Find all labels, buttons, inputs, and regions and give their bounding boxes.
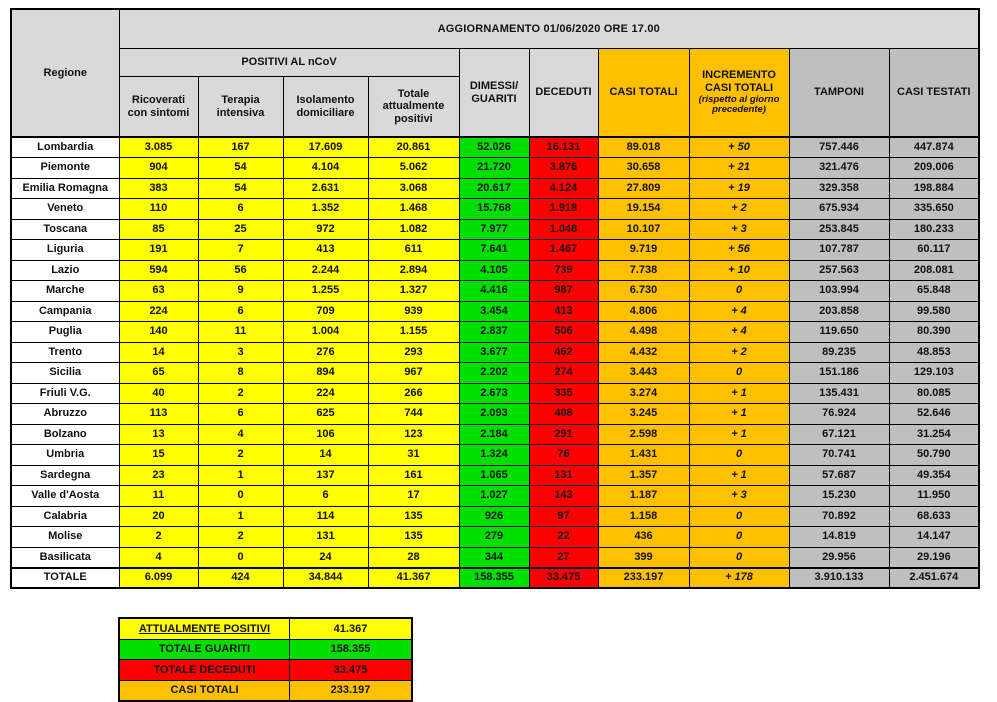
cell-friuli-v-g-terapia: 2 (198, 383, 283, 404)
cell-lombardia-casi_totali: 89.018 (598, 137, 689, 158)
cell-abruzzo-ricoverati: 113 (119, 404, 198, 425)
cell-lombardia-isolamento: 17.609 (283, 137, 368, 158)
region-row-abruzzo (11, 404, 979, 425)
cell-piemonte-casi_totali: 30.658 (598, 158, 689, 179)
cell-puglia-dimessi: 2.837 (459, 322, 529, 343)
cell-emilia-romagna-tamponi: 329.358 (789, 178, 889, 199)
cell-lazio-dimessi: 4.105 (459, 260, 529, 281)
cell-basilicata-casi_totali: 399 (598, 547, 689, 568)
cell-puglia-totale_positivi: 1.155 (368, 322, 459, 343)
cell-puglia-regione: Puglia (11, 322, 119, 343)
cell-campania-totale_positivi: 939 (368, 301, 459, 322)
cell-molise-isolamento: 131 (283, 527, 368, 548)
cell-lazio-regione: Lazio (11, 260, 119, 281)
cell-emilia-romagna-totale_positivi: 3.068 (368, 178, 459, 199)
cell-marche-deceduti: 987 (529, 281, 598, 302)
summary-label-attualmente-positivi: ATTUALMENTE POSITIVI (119, 618, 290, 639)
cell-valle-d-aosta-totale_positivi: 17 (368, 486, 459, 507)
cell-toscana-isolamento: 972 (283, 219, 368, 240)
cell-abruzzo-casi_totali: 3.245 (598, 404, 689, 425)
cell-totale-incremento: + 178 (689, 568, 789, 589)
cell-toscana-totale_positivi: 1.082 (368, 219, 459, 240)
cell-sardegna-deceduti: 131 (529, 465, 598, 486)
cell-piemonte-totale_positivi: 5.062 (368, 158, 459, 179)
summary-row-casi-totali (119, 680, 412, 701)
cell-toscana-terapia: 25 (198, 219, 283, 240)
cell-piemonte-isolamento: 4.104 (283, 158, 368, 179)
region-row-emilia-romagna (11, 178, 979, 199)
cell-liguria-isolamento: 413 (283, 240, 368, 261)
cell-abruzzo-dimessi: 2.093 (459, 404, 529, 425)
cell-campania-ricoverati: 224 (119, 301, 198, 322)
cell-totale-tamponi: 3.910.133 (789, 568, 889, 589)
cell-friuli-v-g-deceduti: 335 (529, 383, 598, 404)
cell-umbria-isolamento: 14 (283, 445, 368, 466)
cell-bolzano-deceduti: 291 (529, 424, 598, 445)
cell-sardegna-totale_positivi: 161 (368, 465, 459, 486)
cell-basilicata-dimessi: 344 (459, 547, 529, 568)
cell-calabria-terapia: 1 (198, 506, 283, 527)
cell-sardegna-incremento: + 1 (689, 465, 789, 486)
cell-puglia-terapia: 11 (198, 322, 283, 343)
summary-label-totale-deceduti: TOTALE DECEDUTI (119, 660, 290, 681)
cell-totale-casi_testati: 2.451.674 (889, 568, 979, 589)
region-row-molise (11, 527, 979, 548)
cell-puglia-isolamento: 1.004 (283, 322, 368, 343)
cell-umbria-totale_positivi: 31 (368, 445, 459, 466)
region-row-campania (11, 301, 979, 322)
update-title: AGGIORNAMENTO 01/06/2020 ORE 17.00 (119, 9, 979, 49)
cell-liguria-tamponi: 107.787 (789, 240, 889, 261)
cell-toscana-ricoverati: 85 (119, 219, 198, 240)
region-row-lombardia (11, 137, 979, 158)
cell-lombardia-deceduti: 16.131 (529, 137, 598, 158)
cell-toscana-deceduti: 1.048 (529, 219, 598, 240)
cell-calabria-totale_positivi: 135 (368, 506, 459, 527)
cell-bolzano-tamponi: 67.121 (789, 424, 889, 445)
cell-totale-terapia: 424 (198, 568, 283, 589)
cell-molise-regione: Molise (11, 527, 119, 548)
cell-puglia-casi_totali: 4.498 (598, 322, 689, 343)
cell-emilia-romagna-casi_totali: 27.809 (598, 178, 689, 199)
cell-lazio-isolamento: 2.244 (283, 260, 368, 281)
cell-liguria-ricoverati: 191 (119, 240, 198, 261)
cell-totale-dimessi: 158.355 (459, 568, 529, 589)
cell-marche-regione: Marche (11, 281, 119, 302)
incremento-label-line2: CASI TOTALI (704, 82, 774, 95)
region-row-calabria (11, 506, 979, 527)
cell-toscana-regione: Toscana (11, 219, 119, 240)
cell-molise-totale_positivi: 135 (368, 527, 459, 548)
column-header-regione: Regione (11, 9, 119, 137)
cell-lombardia-dimessi: 52.026 (459, 137, 529, 158)
cell-umbria-ricoverati: 15 (119, 445, 198, 466)
cell-veneto-terapia: 6 (198, 199, 283, 220)
cell-molise-dimessi: 279 (459, 527, 529, 548)
cell-trento-casi_totali: 4.432 (598, 342, 689, 363)
cell-valle-d-aosta-regione: Valle d'Aosta (11, 486, 119, 507)
cell-totale-isolamento: 34.844 (283, 568, 368, 589)
cell-puglia-tamponi: 119.650 (789, 322, 889, 343)
cell-marche-casi_testati: 65.848 (889, 281, 979, 302)
cell-piemonte-dimessi: 21.720 (459, 158, 529, 179)
cell-sardegna-ricoverati: 23 (119, 465, 198, 486)
region-row-marche (11, 281, 979, 302)
cell-molise-tamponi: 14.819 (789, 527, 889, 548)
cell-liguria-deceduti: 1.467 (529, 240, 598, 261)
cell-totale-totale_positivi: 41.367 (368, 568, 459, 589)
cell-trento-totale_positivi: 293 (368, 342, 459, 363)
cell-valle-d-aosta-ricoverati: 11 (119, 486, 198, 507)
cell-totale-casi_totali: 233.197 (598, 568, 689, 589)
cell-abruzzo-isolamento: 625 (283, 404, 368, 425)
column-header-incremento (689, 49, 789, 138)
cell-calabria-isolamento: 114 (283, 506, 368, 527)
cell-bolzano-casi_totali: 2.598 (598, 424, 689, 445)
column-header-dimessi-guariti: DIMESSI/ GUARITI (459, 49, 529, 138)
cell-puglia-ricoverati: 140 (119, 322, 198, 343)
cell-molise-terapia: 2 (198, 527, 283, 548)
cell-veneto-deceduti: 1.918 (529, 199, 598, 220)
region-row-veneto (11, 199, 979, 220)
cell-lazio-casi_testati: 208.081 (889, 260, 979, 281)
cell-friuli-v-g-ricoverati: 40 (119, 383, 198, 404)
cell-sardegna-casi_testati: 49.354 (889, 465, 979, 486)
cell-toscana-casi_totali: 10.107 (598, 219, 689, 240)
cell-campania-isolamento: 709 (283, 301, 368, 322)
cell-emilia-romagna-dimessi: 20.617 (459, 178, 529, 199)
cell-veneto-casi_testati: 335.650 (889, 199, 979, 220)
cell-umbria-tamponi: 70.741 (789, 445, 889, 466)
region-row-lazio (11, 260, 979, 281)
cell-basilicata-tamponi: 29.956 (789, 547, 889, 568)
cell-liguria-incremento: + 56 (689, 240, 789, 261)
cell-molise-deceduti: 22 (529, 527, 598, 548)
cell-calabria-regione: Calabria (11, 506, 119, 527)
cell-sardegna-casi_totali: 1.357 (598, 465, 689, 486)
cell-lombardia-ricoverati: 3.085 (119, 137, 198, 158)
cell-bolzano-terapia: 4 (198, 424, 283, 445)
cell-sicilia-tamponi: 151.186 (789, 363, 889, 384)
region-row-piemonte (11, 158, 979, 179)
cell-toscana-casi_testati: 180.233 (889, 219, 979, 240)
cell-lazio-totale_positivi: 2.894 (368, 260, 459, 281)
cell-lazio-tamponi: 257.563 (789, 260, 889, 281)
summary-row-attualmente-positivi (119, 618, 412, 639)
cell-valle-d-aosta-isolamento: 6 (283, 486, 368, 507)
cell-calabria-ricoverati: 20 (119, 506, 198, 527)
cell-lazio-incremento: + 10 (689, 260, 789, 281)
cell-valle-d-aosta-incremento: + 3 (689, 486, 789, 507)
cell-sicilia-terapia: 8 (198, 363, 283, 384)
cell-abruzzo-terapia: 6 (198, 404, 283, 425)
cell-campania-terapia: 6 (198, 301, 283, 322)
cell-puglia-deceduti: 506 (529, 322, 598, 343)
cell-liguria-dimessi: 7.641 (459, 240, 529, 261)
cell-marche-incremento: 0 (689, 281, 789, 302)
cell-bolzano-casi_testati: 31.254 (889, 424, 979, 445)
cell-sardegna-dimessi: 1.065 (459, 465, 529, 486)
cell-trento-terapia: 3 (198, 342, 283, 363)
cell-emilia-romagna-isolamento: 2.631 (283, 178, 368, 199)
cell-piemonte-regione: Piemonte (11, 158, 119, 179)
cell-valle-d-aosta-tamponi: 15.230 (789, 486, 889, 507)
cell-veneto-ricoverati: 110 (119, 199, 198, 220)
cell-sicilia-regione: Sicilia (11, 363, 119, 384)
summary-value-totale-deceduti: 33.475 (290, 660, 413, 681)
cell-sicilia-casi_totali: 3.443 (598, 363, 689, 384)
cell-puglia-casi_testati: 80.390 (889, 322, 979, 343)
cell-calabria-incremento: 0 (689, 506, 789, 527)
cell-veneto-totale_positivi: 1.468 (368, 199, 459, 220)
cell-bolzano-regione: Bolzano (11, 424, 119, 445)
cell-friuli-v-g-dimessi: 2.673 (459, 383, 529, 404)
cell-emilia-romagna-deceduti: 4.124 (529, 178, 598, 199)
cell-abruzzo-deceduti: 408 (529, 404, 598, 425)
cell-friuli-v-g-regione: Friuli V.G. (11, 383, 119, 404)
summary-row-totale-guariti (119, 639, 412, 660)
cell-liguria-casi_totali: 9.719 (598, 240, 689, 261)
cell-sardegna-isolamento: 137 (283, 465, 368, 486)
cell-campania-dimessi: 3.454 (459, 301, 529, 322)
cell-lombardia-regione: Lombardia (11, 137, 119, 158)
cell-piemonte-incremento: + 21 (689, 158, 789, 179)
cell-totale-regione: TOTALE (11, 568, 119, 589)
column-header-totale-positivi: Totale attualmente positivi (368, 77, 459, 138)
cell-basilicata-terapia: 0 (198, 547, 283, 568)
region-row-basilicata (11, 547, 979, 568)
cell-piemonte-tamponi: 321.476 (789, 158, 889, 179)
cell-sardegna-terapia: 1 (198, 465, 283, 486)
cell-friuli-v-g-tamponi: 135.431 (789, 383, 889, 404)
cell-marche-terapia: 9 (198, 281, 283, 302)
cell-veneto-tamponi: 675.934 (789, 199, 889, 220)
summary-label-totale-guariti: TOTALE GUARITI (119, 639, 290, 660)
cell-lombardia-totale_positivi: 20.861 (368, 137, 459, 158)
column-header-isolamento: Isolamento domiciliare (283, 77, 368, 138)
cell-valle-d-aosta-casi_testati: 11.950 (889, 486, 979, 507)
incremento-note: (rispetto al giorno precedente) (698, 93, 780, 116)
column-header-deceduti: DECEDUTI (529, 49, 598, 138)
cell-totale-ricoverati: 6.099 (119, 568, 198, 589)
cell-basilicata-deceduti: 27 (529, 547, 598, 568)
cell-bolzano-incremento: + 1 (689, 424, 789, 445)
cell-friuli-v-g-casi_totali: 3.274 (598, 383, 689, 404)
cell-sicilia-deceduti: 274 (529, 363, 598, 384)
cell-marche-tamponi: 103.994 (789, 281, 889, 302)
cell-molise-incremento: 0 (689, 527, 789, 548)
cell-emilia-romagna-regione: Emilia Romagna (11, 178, 119, 199)
column-header-tamponi: TAMPONI (789, 49, 889, 138)
cell-friuli-v-g-incremento: + 1 (689, 383, 789, 404)
cell-umbria-casi_totali: 1.431 (598, 445, 689, 466)
cell-sicilia-isolamento: 894 (283, 363, 368, 384)
cell-lazio-ricoverati: 594 (119, 260, 198, 281)
cell-bolzano-ricoverati: 13 (119, 424, 198, 445)
cell-marche-dimessi: 4.416 (459, 281, 529, 302)
cell-lazio-casi_totali: 7.738 (598, 260, 689, 281)
cell-piemonte-deceduti: 3.876 (529, 158, 598, 179)
cell-marche-ricoverati: 63 (119, 281, 198, 302)
cell-marche-casi_totali: 6.730 (598, 281, 689, 302)
cell-friuli-v-g-totale_positivi: 266 (368, 383, 459, 404)
cell-sicilia-totale_positivi: 967 (368, 363, 459, 384)
cell-veneto-casi_totali: 19.154 (598, 199, 689, 220)
cell-valle-d-aosta-deceduti: 143 (529, 486, 598, 507)
cell-veneto-incremento: + 2 (689, 199, 789, 220)
cell-puglia-incremento: + 4 (689, 322, 789, 343)
cell-emilia-romagna-ricoverati: 383 (119, 178, 198, 199)
column-header-ricoverati: Ricoverati con sintomi (119, 77, 198, 138)
cell-valle-d-aosta-dimessi: 1.027 (459, 486, 529, 507)
cell-friuli-v-g-casi_testati: 80.085 (889, 383, 979, 404)
column-group-positivi: POSITIVI AL nCoV (119, 49, 459, 77)
cell-lombardia-incremento: + 50 (689, 137, 789, 158)
cell-umbria-terapia: 2 (198, 445, 283, 466)
cell-sicilia-ricoverati: 65 (119, 363, 198, 384)
cell-sardegna-regione: Sardegna (11, 465, 119, 486)
incremento-label-line1: INCREMENTO (702, 69, 776, 82)
cell-trento-regione: Trento (11, 342, 119, 363)
region-row-umbria (11, 445, 979, 466)
column-header-terapia-intensiva: Terapia intensiva (198, 77, 283, 138)
cell-calabria-casi_totali: 1.158 (598, 506, 689, 527)
cell-sicilia-dimessi: 2.202 (459, 363, 529, 384)
cell-trento-deceduti: 462 (529, 342, 598, 363)
region-row-valle-d-aosta (11, 486, 979, 507)
summary-value-totale-guariti: 158.355 (290, 639, 413, 660)
cell-umbria-deceduti: 76 (529, 445, 598, 466)
summary-row-totale-deceduti (119, 660, 412, 681)
cell-calabria-dimessi: 926 (459, 506, 529, 527)
region-row-sicilia (11, 363, 979, 384)
cell-campania-deceduti: 413 (529, 301, 598, 322)
cell-piemonte-ricoverati: 904 (119, 158, 198, 179)
cell-campania-incremento: + 4 (689, 301, 789, 322)
cell-marche-totale_positivi: 1.327 (368, 281, 459, 302)
cell-valle-d-aosta-terapia: 0 (198, 486, 283, 507)
cell-liguria-regione: Liguria (11, 240, 119, 261)
cell-lazio-deceduti: 739 (529, 260, 598, 281)
cell-abruzzo-totale_positivi: 744 (368, 404, 459, 425)
covid-regions-table (10, 8, 980, 589)
cell-basilicata-regione: Basilicata (11, 547, 119, 568)
cell-bolzano-totale_positivi: 123 (368, 424, 459, 445)
region-row-toscana (11, 219, 979, 240)
summary-table (118, 617, 413, 702)
cell-molise-casi_testati: 14.147 (889, 527, 979, 548)
cell-campania-regione: Campania (11, 301, 119, 322)
cell-abruzzo-regione: Abruzzo (11, 404, 119, 425)
cell-trento-tamponi: 89.235 (789, 342, 889, 363)
cell-umbria-dimessi: 1.324 (459, 445, 529, 466)
cell-sicilia-incremento: 0 (689, 363, 789, 384)
region-row-trento (11, 342, 979, 363)
cell-veneto-isolamento: 1.352 (283, 199, 368, 220)
cell-lombardia-terapia: 167 (198, 137, 283, 158)
cell-emilia-romagna-casi_testati: 198.884 (889, 178, 979, 199)
cell-veneto-regione: Veneto (11, 199, 119, 220)
column-header-casi-totali: CASI TOTALI (598, 49, 689, 138)
cell-calabria-deceduti: 97 (529, 506, 598, 527)
cell-bolzano-dimessi: 2.184 (459, 424, 529, 445)
cell-trento-dimessi: 3.677 (459, 342, 529, 363)
region-row-puglia (11, 322, 979, 343)
cell-calabria-casi_testati: 68.633 (889, 506, 979, 527)
cell-lazio-terapia: 56 (198, 260, 283, 281)
cell-piemonte-terapia: 54 (198, 158, 283, 179)
cell-campania-casi_totali: 4.806 (598, 301, 689, 322)
cell-umbria-regione: Umbria (11, 445, 119, 466)
cell-marche-isolamento: 1.255 (283, 281, 368, 302)
cell-totale-deceduti: 33.475 (529, 568, 598, 589)
cell-emilia-romagna-terapia: 54 (198, 178, 283, 199)
cell-liguria-terapia: 7 (198, 240, 283, 261)
cell-basilicata-casi_testati: 29.196 (889, 547, 979, 568)
cell-lombardia-casi_testati: 447.874 (889, 137, 979, 158)
cell-emilia-romagna-incremento: + 19 (689, 178, 789, 199)
cell-trento-ricoverati: 14 (119, 342, 198, 363)
cell-campania-casi_testati: 99.580 (889, 301, 979, 322)
cell-abruzzo-casi_testati: 52.646 (889, 404, 979, 425)
cell-basilicata-incremento: 0 (689, 547, 789, 568)
cell-sicilia-casi_testati: 129.103 (889, 363, 979, 384)
summary-value-attualmente-positivi: 41.367 (290, 618, 413, 639)
cell-liguria-casi_testati: 60.117 (889, 240, 979, 261)
cell-toscana-tamponi: 253.845 (789, 219, 889, 240)
cell-basilicata-ricoverati: 4 (119, 547, 198, 568)
cell-lombardia-tamponi: 757.446 (789, 137, 889, 158)
cell-liguria-totale_positivi: 611 (368, 240, 459, 261)
cell-molise-ricoverati: 2 (119, 527, 198, 548)
region-row-bolzano (11, 424, 979, 445)
cell-calabria-tamponi: 70.892 (789, 506, 889, 527)
region-row-sardegna (11, 465, 979, 486)
cell-abruzzo-incremento: + 1 (689, 404, 789, 425)
cell-veneto-dimessi: 15.768 (459, 199, 529, 220)
cell-basilicata-isolamento: 24 (283, 547, 368, 568)
cell-basilicata-totale_positivi: 28 (368, 547, 459, 568)
cell-friuli-v-g-isolamento: 224 (283, 383, 368, 404)
summary-label-casi-totali: CASI TOTALI (119, 680, 290, 701)
cell-piemonte-casi_testati: 209.006 (889, 158, 979, 179)
cell-abruzzo-tamponi: 76.924 (789, 404, 889, 425)
region-row-friuli-v-g (11, 383, 979, 404)
column-header-casi-testati: CASI TESTATI (889, 49, 979, 138)
summary-value-casi-totali: 233.197 (290, 680, 413, 701)
cell-umbria-casi_testati: 50.790 (889, 445, 979, 466)
cell-umbria-incremento: 0 (689, 445, 789, 466)
cell-bolzano-isolamento: 106 (283, 424, 368, 445)
cell-toscana-incremento: + 3 (689, 219, 789, 240)
cell-valle-d-aosta-casi_totali: 1.187 (598, 486, 689, 507)
region-row-liguria (11, 240, 979, 261)
cell-sardegna-tamponi: 57.687 (789, 465, 889, 486)
cell-campania-tamponi: 203.858 (789, 301, 889, 322)
cell-molise-casi_totali: 436 (598, 527, 689, 548)
cell-trento-casi_testati: 48.853 (889, 342, 979, 363)
cell-trento-isolamento: 276 (283, 342, 368, 363)
totale-row (11, 568, 979, 589)
cell-trento-incremento: + 2 (689, 342, 789, 363)
cell-toscana-dimessi: 7.977 (459, 219, 529, 240)
